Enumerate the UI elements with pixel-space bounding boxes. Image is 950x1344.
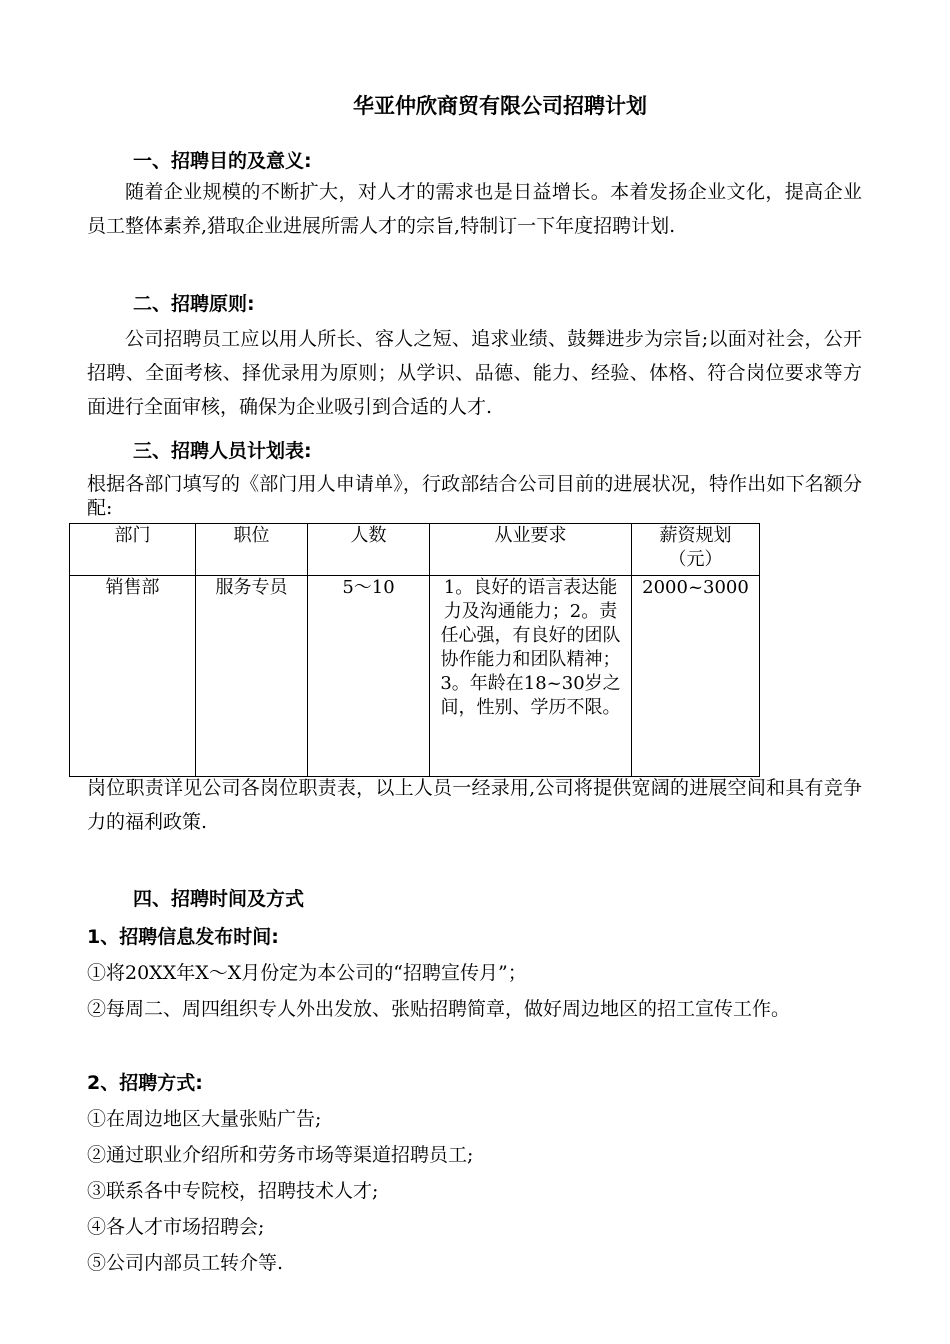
section1-heading: 一、招聘目的及意义:: [133, 150, 312, 172]
table-header-cell: 部门: [70, 524, 196, 576]
table-cell-position: 服务专员: [196, 576, 308, 777]
section3-intro: 根据各部门填写的《部门用人申请单》，行政部结合公司目前的进展状况，特作出如下名额分配:: [87, 473, 862, 519]
list-item: ②通过职业介绍所和劳务市场等渠道招聘员工;: [87, 1144, 474, 1166]
table-header-cell: 薪资规划（元）: [632, 524, 760, 576]
table-cell-department: 销售部: [70, 576, 196, 777]
plan-table: [69, 523, 760, 777]
table-cell-requirements: 1。良好的语言表达能力及沟通能力；2。责任心强，有良好的团队协作能力和团队精神；3。年龄在18~30岁之间，性别、学历不限。: [430, 576, 632, 777]
table-row: [70, 576, 760, 777]
list-item: ④各人才市场招聘会;: [87, 1216, 265, 1238]
document-title: 华亚仲欣商贸有限公司招聘计划: [353, 94, 647, 118]
table-cell-salary: 2000~3000: [632, 576, 760, 777]
list-item: ②每周二、周四组织专人外出发放、张贴招聘简章，做好周边地区的招工宣传工作。: [87, 998, 791, 1020]
table-header-cell: 从业要求: [430, 524, 632, 576]
section4-heading: 四、招聘时间及方式: [133, 888, 305, 910]
section3-note: 岗位职责详见公司各岗位职责表，以上人员一经录用,公司将提供宽阔的进展空间和具有竞争力的福利政策.: [87, 777, 862, 833]
table-cell-headcount: 5～10: [308, 576, 430, 777]
section4-sub1-heading: 1、招聘信息发布时间:: [87, 926, 279, 948]
list-item: ①在周边地区大量张贴广告;: [87, 1108, 322, 1130]
section2-heading: 二、招聘原则:: [133, 293, 255, 315]
section2-body: 公司招聘员工应以用人所长、容人之短、追求业绩、鼓舞进步为宗旨;以面对社会，公开招聘、全面考核、择优录用为原则；从学识、品德、能力、经验、体格、符合岗位要求等方面进行全面审核，确保为企业吸引到合适的人才.: [87, 328, 862, 418]
section3-heading: 三、招聘人员计划表:: [133, 440, 312, 462]
list-item: ③联系各中专院校，招聘技术人才;: [87, 1180, 379, 1202]
table-header-cell: 职位: [196, 524, 308, 576]
section4-sub2-heading: 2、招聘方式:: [87, 1072, 203, 1094]
list-item: ⑤公司内部员工转介等.: [87, 1252, 284, 1274]
table-header-cell: 人数: [308, 524, 430, 576]
list-item: ①将20XX年X～X月份定为本公司的“招聘宣传月”；: [87, 962, 527, 984]
table-header-row: [70, 524, 760, 576]
section1-body: 随着企业规模的不断扩大，对人才的需求也是日益增长。本着发扬企业文化，提高企业员工整体素养,猎取企业进展所需人才的宗旨,特制订一下年度招聘计划.: [87, 181, 862, 237]
